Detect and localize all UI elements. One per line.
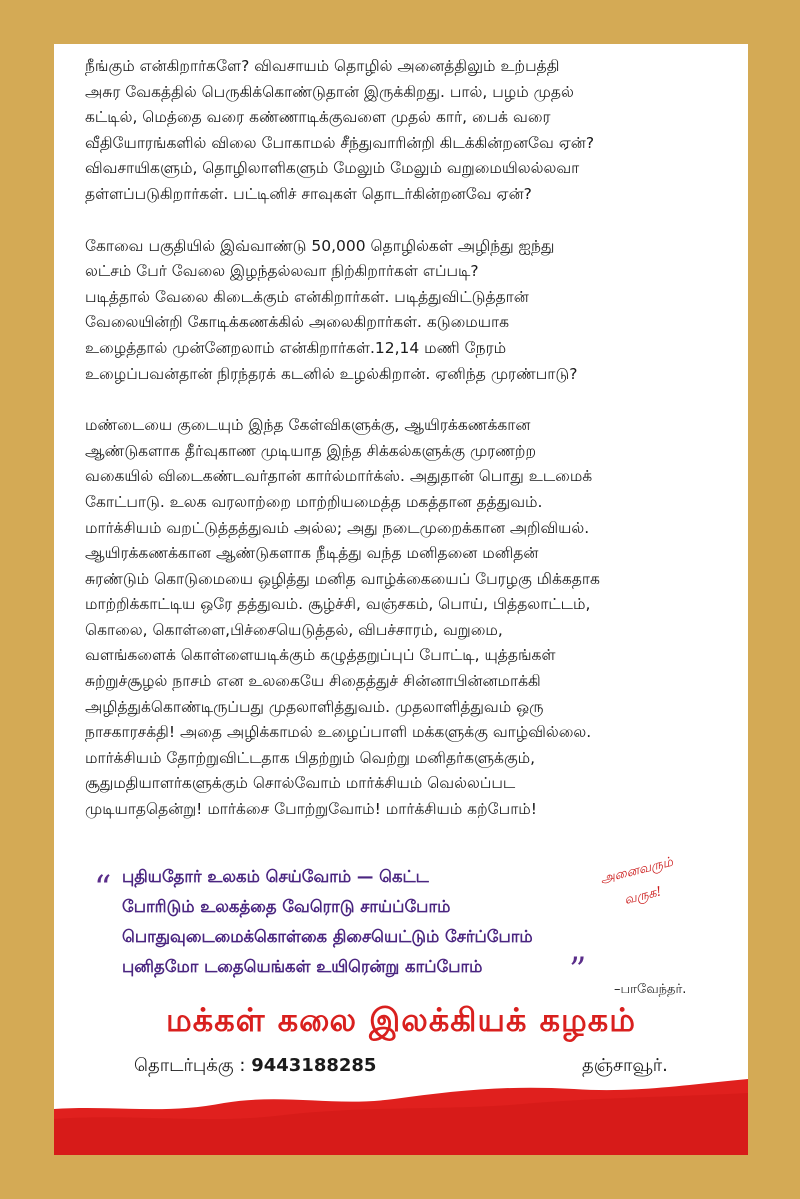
poster-sheet [54, 44, 748, 1155]
contact-label: தொடர்புக்கு : [134, 1055, 246, 1076]
organization-name: மக்கள் கலை இலக்கியக் கழகம் [165, 1001, 636, 1039]
close-quote-mark: ” [569, 950, 587, 990]
open-quote-mark: “ [94, 868, 112, 908]
poem-lines: புதியதோர் உலகம் செய்வோம் — கெட்ட போரிடும் உலகத்தை வேரொடு சாய்ப்போம் பொதுவுடைமைக்கொள்கை திசையெட்டும் சேர்ப்போம் புனிதமோ டதையெங்கள் உயிரென்று காப்போம் [122, 867, 533, 976]
paragraph-1: நீங்கும் என்கிறார்களே? விவசாயம் தொழில் அனைத்திலும் உற்பத்தி அசுர வேகத்தில் பெருகிக்கொண்டுதான் இருக்கிறது. பால், பழம் முதல் கட்டில், மெத்தை வரை கண்ணாடிக்குவளை முதல் கார், பைக் வரை வீதியோரங்களில் விலை போகாமல் சீந்துவாரின்றி கிடக்கின்றனவே ஏன்? விவசாயிகளும், தொழிலாளிகளும் மேலும் மேலும் வறுமையிலல்லவா தள்ளப்படுகிறார்கள். பட்டினிச் சாவுகள் தொடர்கின்றனவே ஏன்? [85, 57, 595, 203]
quote-author: –பாவேந்தர். [614, 982, 687, 997]
contact-city: தஞ்சாவூர். [582, 1055, 668, 1076]
paragraph-3: மண்டையை குடையும் இந்த கேள்விகளுக்கு, ஆயிரக்கணக்கான ஆண்டுகளாக தீர்வுகாண முடியாத இந்த சிக்கல்களுக்கு முரணற்ற வகையில் விடைகண்டவர்தான் கார்ல்மார்க்ஸ். அதுதான் பொது உடமைக் கோட்பாடு. உலக வரலாற்றை மாற்றியமைத்த மகத்தான தத்துவம். மார்க்சியம் வறட்டுத்தத்துவம் அல்ல; அது நடைமுறைக்கான அறிவியல். ஆயிரக்கணக்கான ஆண்டுகளாக நீடித்து வந்த மனிதனை மனிதன் சுரண்டும் கொடுமையை ஒழித்து மனித வாழ்க்கையைப் பேரழகு மிக்கதாக மாற்றிக்காட்டிய ஒரே தத்துவம். சூழ்ச்சி, வஞ்சகம், பொய், பித்தலாட்டம், கொலை, கொள்ளை,பிச்சையெடுத்தல், விபச்சாரம், வறுமை, வளங்களைக் கொள்ளையடிக்கும் கழுத்தறுப்புப் போட்டி, யுத்தங்கள் சுற்றுச்சூழல் நாசம் என உலகையே சிதைத்துச் சின்னாபின்னமாக்கி அழித்துக்கொண்டிருப்பது முதலாளித்துவம். முதலாளித்துவம் ஒரு நாசகாரசக்தி! அதை அழிக்காமல் உழைப்பாளி மக்களுக்கு வாழ்வில்லை. மார்க்சியம் தோற்றுவிட்டதாக பிதற்றும் வெற்று மனிதர்களுக்கும், சூதுமதியாளர்களுக்கும் சொல்வோம் மார்க்சியம் வெல்லப்பட முடியாததென்று! மார்க்சை போற்றுவோம்! மார்க்சியம் கற்போம்! [85, 416, 600, 819]
welcome-note: அனைவரும் வருக! [598, 854, 675, 909]
contact-phone: 9443188285 [251, 1055, 377, 1076]
red-wave-footer [54, 1075, 748, 1155]
paragraph-2: கோவை பகுதியில் இவ்வாண்டு 50,000 தொழில்கள் அழிந்து ஐந்து லட்சம் பேர் வேலை இழந்தல்லவா நிற்கிறார்கள் எப்படி? படித்தால் வேலை கிடைக்கும் என்கிறார்கள். படித்துவிட்டுத்தான் வேலையின்றி கோடிக்கணக்கில் அலைகிறார்கள். கடுமையாக உழைத்தால் முன்னேறலாம் என்கிறார்கள்.12,14 மணி நேரம் உழைப்பவன்தான் நிரந்தரக் கடனில் உழல்கிறான். ஏனிந்த முரண்பாடு? [85, 236, 578, 383]
article-body [85, 54, 719, 823]
